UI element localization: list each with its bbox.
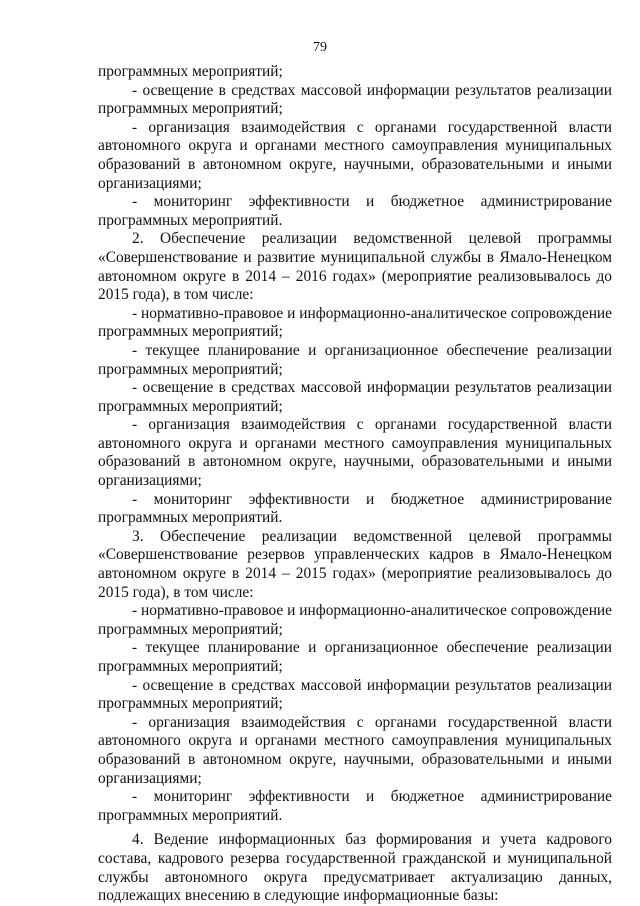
paragraph-2: - освещение в средствах массовой информации результатов реализации программных мероприятий;: [98, 81, 612, 118]
paragraph-1: программных мероприятий;: [98, 63, 283, 80]
paragraph-11: 3. Обеспечение реализации ведомственной целевой программы «Совершенствование резервов управленческих кадров в Ямало-Ненецком автономном округе в 2014 – 2015 годах» (мероприятие реализовывалось до 2015 года), в том числе:: [98, 527, 612, 601]
paragraph-6: - нормативно-правовое и информационно-аналитическое сопровождение программных мероприятий;: [98, 304, 612, 341]
paragraph-16: - мониторинг эффективности и бюджетное администрирование программных мероприятий.: [98, 788, 612, 824]
paragraph-14: - освещение в средствах массовой информации результатов реализации программных мероприятий;: [98, 676, 612, 713]
paragraph-7: - текущее планирование и организационное обеспечение реализации программных мероприятий;: [98, 341, 612, 378]
paragraph-5: 2. Обеспечение реализации ведомственной целевой программы «Совершенствование и развитие муниципальной службы в Ямало-Ненецком автономном округе в 2014 – 2016 годах» (мероприятие реализовывалось до 2015 года), в том числе:: [98, 230, 612, 304]
paragraph-3: - организация взаимодействия с органами государственной власти автономного округа и органами местного самоуправления муниципальных образований в автономном округе, научными, образовательными и иными организациями;: [98, 118, 612, 192]
paragraph-10: - мониторинг эффективности и бюджетное администрирование программных мероприятий.: [98, 490, 612, 527]
paragraph-4: - мониторинг эффективности и бюджетное администрирование программных мероприятий.: [98, 193, 612, 229]
paragraph-8: - освещение в средствах массовой информации результатов реализации программных мероприятий;: [98, 379, 612, 415]
paragraph-15: - организация взаимодействия с органами государственной власти автономного округа и органами местного самоуправления муниципальных образований в автономном округе, научными, образовательными и иными организациями;: [98, 713, 612, 787]
paragraph-13: - текущее планирование и организационное обеспечение реализации программных мероприятий;: [98, 639, 612, 675]
page-number: 79: [313, 40, 327, 55]
document-body: [98, 63, 612, 906]
paragraph-12: - нормативно-правовое и информационно-аналитическое сопровождение программных мероприятий;: [98, 602, 612, 638]
paragraph-9: - организация взаимодействия с органами государственной власти автономного округа и органами местного самоуправления муниципальных образований в автономном округе, научными, образовательными и иными организациями;: [98, 416, 612, 490]
paragraph-17: 4. Ведение информационных баз формирования и учета кадрового состава, кадрового резерва государственной гражданской и муниципальной службы автономного округа предусматривает актуализацию данных, подлежащих внесению в следующие информационные базы:: [98, 831, 612, 905]
